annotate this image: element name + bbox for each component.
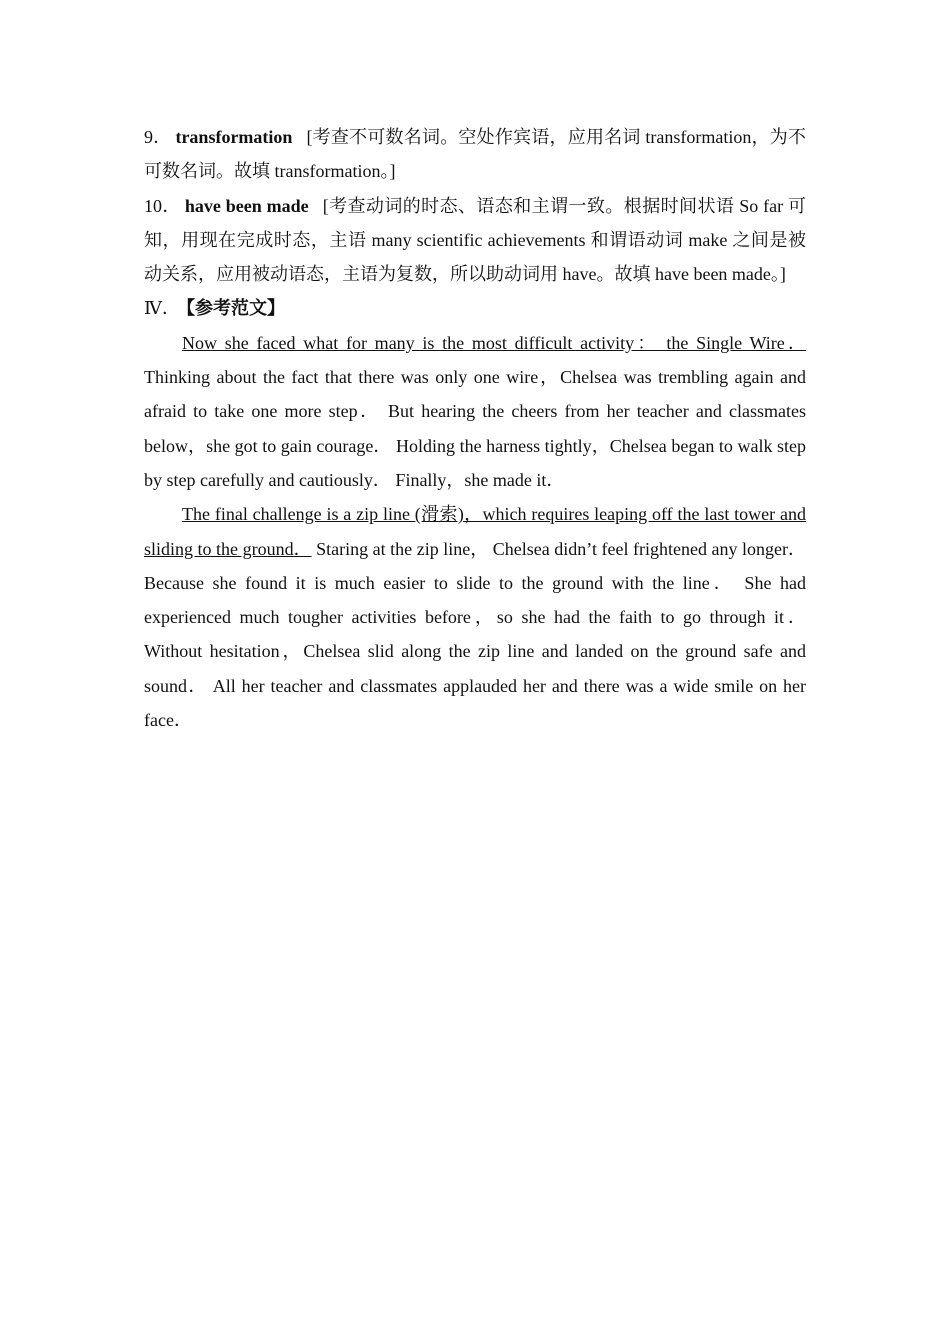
section-numeral: Ⅳ． xyxy=(144,298,180,319)
given-opening-sentence: The final challenge is a zip line (滑索)，which requires leaping off the last tower and sliding to the ground． xyxy=(144,504,806,559)
item-answer: transformation xyxy=(175,127,293,147)
model-essay-paragraph-1 xyxy=(144,326,806,497)
item-number: 9． xyxy=(144,127,172,147)
item-answer: have been made xyxy=(184,195,309,216)
item-number: 10． xyxy=(144,195,181,216)
section-title: 【参考范文】 xyxy=(185,298,285,319)
model-essay-paragraph-2 xyxy=(144,497,806,737)
answer-item-10 xyxy=(144,189,806,292)
answer-item-9 xyxy=(144,120,806,189)
paragraph-body: Staring at the zip line， Chelsea didn’t feel frightened any longer． Because she found it is much easier to slide to the ground with the line． She had experienced much tougher activities before，so she had the faith to go through it． Without hesitation，Chelsea slid along the zip line and landed on the ground safe and sound． All her teacher and classmates applauded her and there was a wide smile on her face． xyxy=(144,538,806,731)
item-explanation: [考查动词的时态、语态和主谓一致。根据时间状语 So far 可知，用现在完成时态，主语 many scientific achievements 和谓语动词 make 之间是被动关系，应用被动语态，主语为复数，所以助动词用 have。故填 have been made。] xyxy=(144,195,807,285)
item-explanation: [考查不可数名词。空处作宾语，应用名词 transformation，为不可数名词。故填 transformation。] xyxy=(144,127,807,182)
paragraph-body: Thinking about the fact that there was only one wire，Chelsea was trembling again and afraid to take one more step． But hearing the cheers from her teacher and classmates below，she got to gain courage． Holding the harness tightly，Chelsea began to walk step by step carefully and cautiously． Finally，she made it． xyxy=(144,367,806,490)
section-heading xyxy=(144,291,806,325)
answer-content xyxy=(144,120,806,737)
given-opening-sentence: Now she faced what for many is the most difficult activity： the Single Wire． xyxy=(182,332,806,353)
